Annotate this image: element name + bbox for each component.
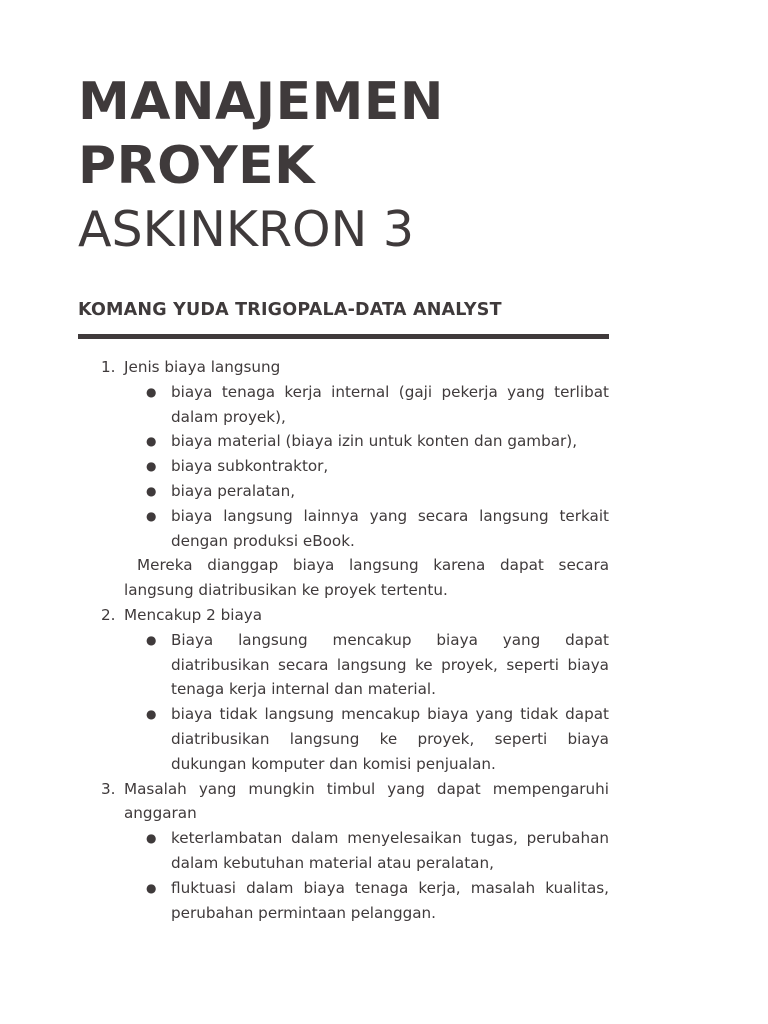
list-number: 1. [101,358,116,376]
list-heading: Masalah yang mungkin timbul yang dapat mempengaruhi anggaran [124,779,609,823]
bullet-text: biaya langsung lainnya yang secara langsung terkait dengan produksi eBook. [171,506,609,550]
bullet-text: keterlambatan dalam menyelesaikan tugas, perubahan dalam kebutuhan material atau peralatan, [171,829,609,872]
bullet-text: Biaya langsung mencakup biaya yang dapat diatribusikan secara langsung ke proyek, seperti biaya tenaga kerja internal dan material. [171,630,609,699]
bullet-list [124,628,609,777]
list-number: 2. [101,605,116,624]
bullet-item [124,702,609,776]
bullet-item [124,380,609,430]
title-line-1: MANAJEMEN [78,72,444,132]
list-item-1 [78,355,609,603]
bullet-list [124,380,609,554]
document-page [78,70,609,925]
bullet-icon: ● [146,459,157,474]
bullet-icon: ● [146,483,157,498]
bullet-icon: ● [146,384,157,399]
bullet-icon: ● [146,831,157,846]
numbered-list [78,355,609,925]
subtitle: ASKINKRON 3 [78,201,415,258]
bullet-list [124,826,609,925]
divider-rule [78,334,609,339]
list-number: 3. [101,779,116,798]
bullet-icon: ● [146,707,157,722]
list-item-2 [78,603,609,777]
bullet-text: biaya material (biaya izin untuk konten dan gambar), [171,432,578,451]
list-item-3 [78,777,609,926]
bullet-item [124,479,609,504]
title-line-2: PROYEK [78,136,315,196]
bullet-text: biaya peralatan, [171,481,296,500]
bullet-item [124,454,609,479]
bullet-text: fluktuasi dalam biaya tenaga kerja, masalah kualitas, perubahan permintaan pelanggan. [171,878,609,922]
bullet-icon: ● [146,880,157,895]
bullet-item [124,628,609,702]
bullet-text: biaya tidak langsung mencakup biaya yang tidak dapat diatribusikan langsung ke proyek, seperti biaya dukungan komputer dan komisi penjualan. [171,705,609,773]
bullet-icon: ● [146,632,157,647]
bullet-icon: ● [146,508,157,523]
bullet-item [124,429,609,454]
bullet-icon: ● [146,434,157,449]
author-line: KOMANG YUDA TRIGOPALA-DATA ANALYST [78,300,502,320]
bullet-item [124,826,609,876]
list-heading: Jenis biaya langsung [124,358,281,376]
bullet-text: biaya subkontraktor, [171,457,329,476]
explanation-paragraph: Mereka dianggap biaya langsung karena dapat secara langsung diatribusikan ke proyek tertentu. [124,556,609,600]
bullet-text: biaya tenaga kerja internal (gaji pekerja yang terlibat dalam proyek), [171,382,609,426]
bullet-item [124,876,609,926]
list-heading: Mencakup 2 biaya [124,605,263,624]
bullet-item [124,504,609,554]
